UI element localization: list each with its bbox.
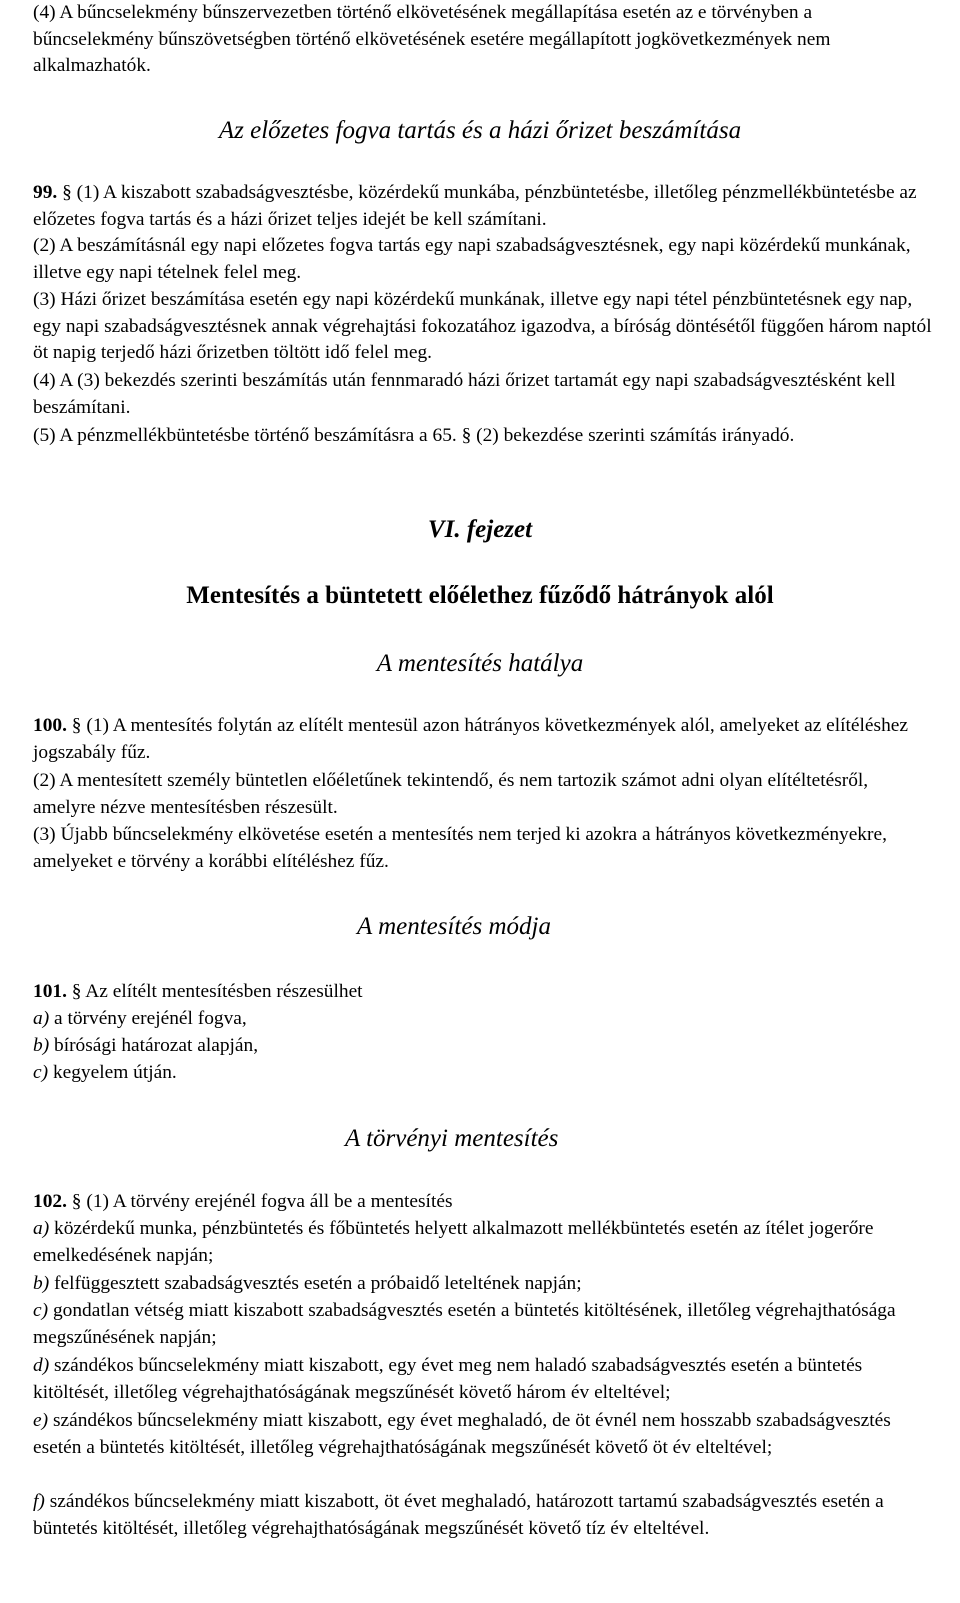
- chapter-subtitle: Mentesítés a büntetett előélethez fűződő hátrányok alól: [186, 582, 774, 609]
- list-item-102-e: e) szándékos bűncselekmény miatt kiszabott, egy évet meghaladó, de öt évnél nem hosszabb szabadságvesztés esetén a büntetés kitöltését, illetőleg végrehajthatóságának megszűnését követő öt év elteltével;: [33, 1410, 891, 1458]
- section-sign-icon: §: [71, 715, 82, 736]
- section-sign-icon: §: [62, 182, 72, 203]
- section-number: 99.: [33, 182, 58, 203]
- paragraph-98-4: (4) A bűncselekmény bűnszervezetben történő elkövetésének megállapítása esetén az e törvényben a bűncselekmény bűnszövetségben történő elkövetésének esetére megállapított jogkövetkezmények nem alkalmazhatók.: [33, 2, 831, 77]
- list-item-101-a: a) a törvény erejénél fogva,: [33, 1008, 247, 1029]
- list-item-102-b: b) felfüggesztett szabadságvesztés esetén a próbaidő leteltének napján;: [33, 1273, 582, 1294]
- paragraph-99-5: (5) A pénzmellékbüntetésbe történő beszámításra a 65. § (2) bekezdése szerinti számítás irányadó.: [33, 425, 795, 446]
- section-sign-icon: §: [71, 981, 82, 1002]
- list-item-102-f: f) szándékos bűncselekmény miatt kiszabott, öt évet meghaladó, határozott tartamú szabadságvesztés esetén a büntetés kitöltését, illetőleg végrehajthatóságának megszűnését követő tíz év elteltével.: [33, 1491, 884, 1539]
- list-item-101-c: c) kegyelem útján.: [33, 1062, 177, 1083]
- section-sign-icon: §: [71, 1191, 82, 1212]
- paragraph-99-3: (3) Házi őrizet beszámítása esetén egy napi közérdekű munkának, illetve egy napi tétel pénzbüntetésnek egy nap, egy napi szabadságvesztésnek annak végrehajtási fokozatához igazodva, a bíróság döntésétől függően három naptól öt napig terjedő házi őrizetben töltött idő felel meg.: [33, 289, 932, 364]
- paragraph-99-1: 99. § (1) A kiszabott szabadságvesztésbe, közérdekű munkába, pénzbüntetésbe, illetőleg pénzmellékbüntetésbe az előzetes fogva tartás és a házi őrizet teljes idejét be kell számítani.: [33, 182, 917, 230]
- paragraph-100-2: (2) A mentesített személy büntetlen előéletűnek tekintendő, és nem tartozik számot adni olyan elítéltetésről, amelyre nézve mentesítésben részesült.: [33, 770, 869, 818]
- section-number: 102.: [33, 1191, 67, 1212]
- paragraph-100-3: (3) Újabb bűncselekmény elkövetése esetén a mentesítés nem terjed ki azokra a hátrányos következményekre, amelyeket e törvény a korábbi elítéléshez fűz.: [33, 824, 887, 872]
- heading-exemption-effect: A mentesítés hatálya: [376, 650, 584, 677]
- list-item-101-b: b) bírósági határozat alapján,: [33, 1035, 259, 1056]
- chapter-title: VI. fejezet: [427, 516, 533, 543]
- section-number: 100.: [33, 715, 67, 736]
- list-item-102-a: a) közérdekű munka, pénzbüntetés és főbüntetés helyett alkalmazott mellékbüntetés esetén az ítélet jogerőre emelkedésének napján;: [33, 1218, 874, 1266]
- heading-pretrial-detention: Az előzetes fogva tartás és a házi őrizet beszámítása: [218, 117, 742, 144]
- heading-statutory-exemption: A törvényi mentesítés: [345, 1125, 559, 1152]
- list-item-102-d: d) szándékos bűncselekmény miatt kiszabott, egy évet meg nem haladó szabadságvesztés esetén a büntetés kitöltését, illetőleg végrehajthatóságának megszűnését követő három év elteltével;: [33, 1355, 863, 1403]
- heading-exemption-method: A mentesítés módja: [357, 913, 551, 940]
- list-item-102-c: c) gondatlan vétség miatt kiszabott szabadságvesztés esetén a büntetés kitöltésének, illetőleg végrehajthatósága megszűnésének napján;: [33, 1300, 896, 1348]
- paragraph-100-1: 100. § (1) A mentesítés folytán az elítélt mentesül azon hátrányos következmények alól, amelyeket az elítéléshez jogszabály fűz.: [33, 715, 908, 763]
- paragraph-99-2: (2) A beszámításnál egy napi előzetes fogva tartás egy napi szabadságvesztésnek, egy napi közérdekű munkának, illetve egy napi tételnek felel meg.: [33, 235, 911, 283]
- paragraph-101: 101. § Az elítélt mentesítésben részesülhet: [33, 981, 363, 1002]
- section-number: 101.: [33, 981, 67, 1002]
- paragraph-99-4: (4) A (3) bekezdés szerinti beszámítás után fennmaradó házi őrizet tartamát egy napi szabadságvesztésként kell beszámítani.: [33, 370, 896, 418]
- paragraph-102-intro: 102. § (1) A törvény erejénél fogva áll be a mentesítés: [33, 1191, 453, 1212]
